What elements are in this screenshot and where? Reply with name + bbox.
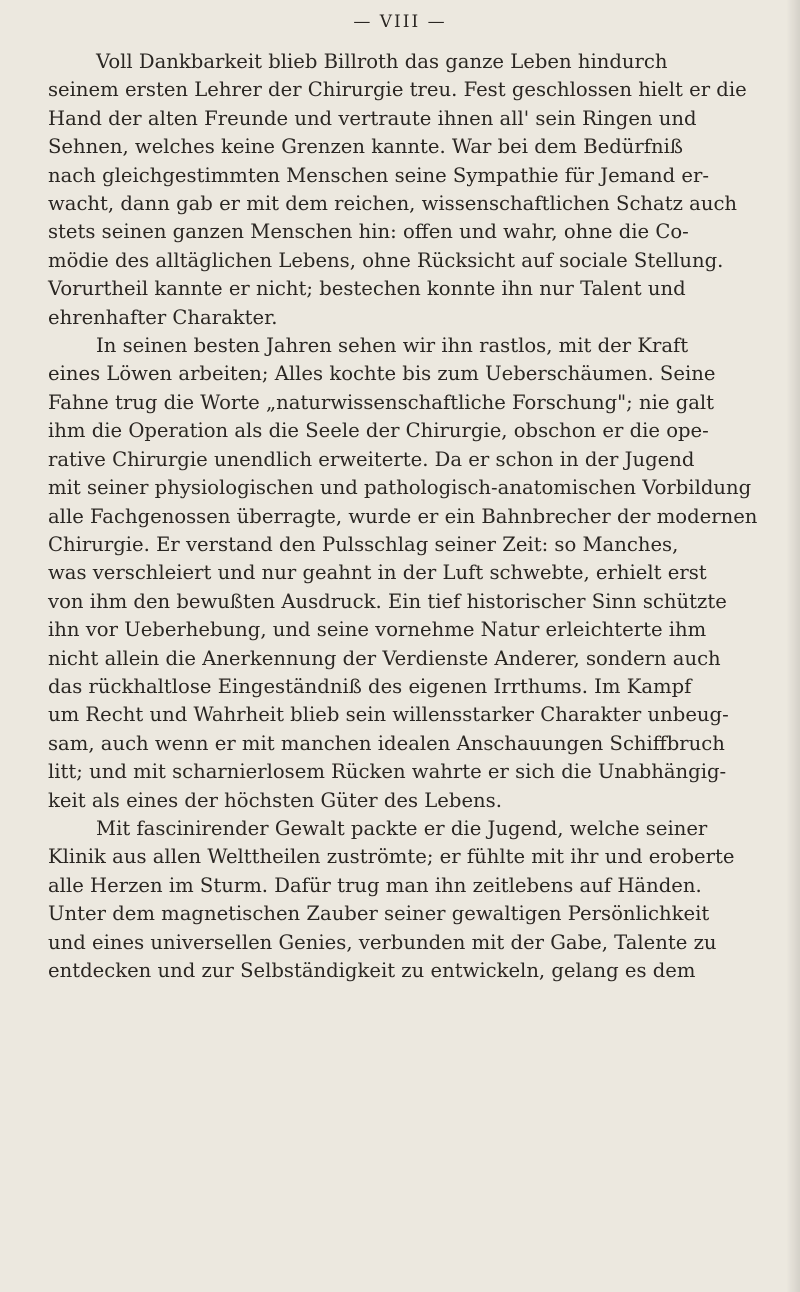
text-line: Sehnen, welches keine Grenzen kannte. War bei dem Bedürfniß <box>48 135 683 159</box>
text-line: nicht allein die Anerkennung der Verdienste Anderer, sondern auch <box>48 646 721 670</box>
page-edge-shadow <box>786 0 800 1292</box>
text-line: entdecken und zur Selbständigkeit zu entwickeln, gelang es dem <box>48 959 696 982</box>
text-line: Voll Dankbarkeit blieb Billroth das ganze Leben hindurch <box>96 50 668 73</box>
text-line: seinem ersten Lehrer der Chirurgie treu. Fest geschlossen hielt er die <box>48 78 747 102</box>
paragraph-1 <box>48 48 772 332</box>
text-line: rative Chirurgie unendlich erweiterte. Da er schon in der Jugend <box>48 447 695 471</box>
text-line: ehrenhafter Charakter. <box>48 305 278 329</box>
text-line: stets seinen ganzen Menschen hin: offen und wahr, ohne die Co- <box>48 220 689 244</box>
text-line: und eines universellen Genies, verbunden mit der Gabe, Talente zu <box>48 930 717 954</box>
text-line: Hand der alten Freunde und vertraute ihnen all' sein Ringen und <box>48 106 697 130</box>
text-line: Vorurtheil kannte er nicht; bestechen konnte ihn nur Talent und <box>48 277 686 301</box>
text-line: keit als eines der höchsten Güter des Lebens. <box>48 788 502 812</box>
text-line: mödie des alltäglichen Lebens, ohne Rücksicht auf sociale Stellung. <box>48 248 724 272</box>
text-line: alle Fachgenossen überragte, wurde er ein Bahnbrecher der modernen <box>48 504 758 528</box>
text-line: eines Löwen arbeiten; Alles kochte bis zum Ueberschäumen. Seine <box>48 362 716 386</box>
text-line: um Recht und Wahrheit blieb sein willensstarker Charakter unbeug- <box>48 703 729 727</box>
text-line: was verschleiert und nur geahnt in der Luft schwebte, erhielt erst <box>48 561 707 585</box>
paragraph-2 <box>48 332 772 815</box>
text-line: Klinik aus allen Welttheilen zuströmte; er fühlte mit ihr und eroberte <box>48 845 735 869</box>
text-line: Fahne trug die Worte „naturwissenschaftliche Forschung"; nie galt <box>48 390 715 414</box>
text-line: In seinen besten Jahren sehen wir ihn rastlos, mit der Kraft <box>96 334 689 358</box>
text-line: von ihm den bewußten Ausdruck. Ein tief historischer Sinn schützte <box>48 589 727 613</box>
text-line: Unter dem magnetischen Zauber seiner gewaltigen Persönlichkeit <box>48 902 710 926</box>
page-number: — VIII — <box>353 12 447 32</box>
body-text <box>48 48 772 985</box>
text-line: litt; und mit scharnierlosem Rücken wahrte er sich die Unabhängig- <box>48 760 727 784</box>
text-line: mit seiner physiologischen und pathologisch-anatomischen Vorbildung <box>48 476 752 500</box>
text-line: ihm die Operation als die Seele der Chirurgie, obschon er die ope- <box>48 419 709 443</box>
text-line: Chirurgie. Er verstand den Pulsschlag seiner Zeit: so Manches, <box>48 532 679 556</box>
text-line: Mit fascinirender Gewalt packte er die Jugend, welche seiner <box>96 816 708 840</box>
paragraph-3 <box>48 815 772 985</box>
text-line: nach gleichgestimmten Menschen seine Sympathie für Jemand er- <box>48 163 709 187</box>
text-line: das rückhaltlose Eingeständniß des eigenen Irrthums. Im Kampf <box>48 674 692 698</box>
text-line: sam, auch wenn er mit manchen idealen Anschauungen Schiffbruch <box>48 731 725 755</box>
text-line: ihn vor Ueberhebung, und seine vornehme Natur erleichterte ihm <box>48 618 707 642</box>
text-line: alle Herzen im Sturm. Dafür trug man ihn zeitlebens auf Händen. <box>48 873 702 897</box>
text-line: wacht, dann gab er mit dem reichen, wissenschaftlichen Schatz auch <box>48 192 738 216</box>
